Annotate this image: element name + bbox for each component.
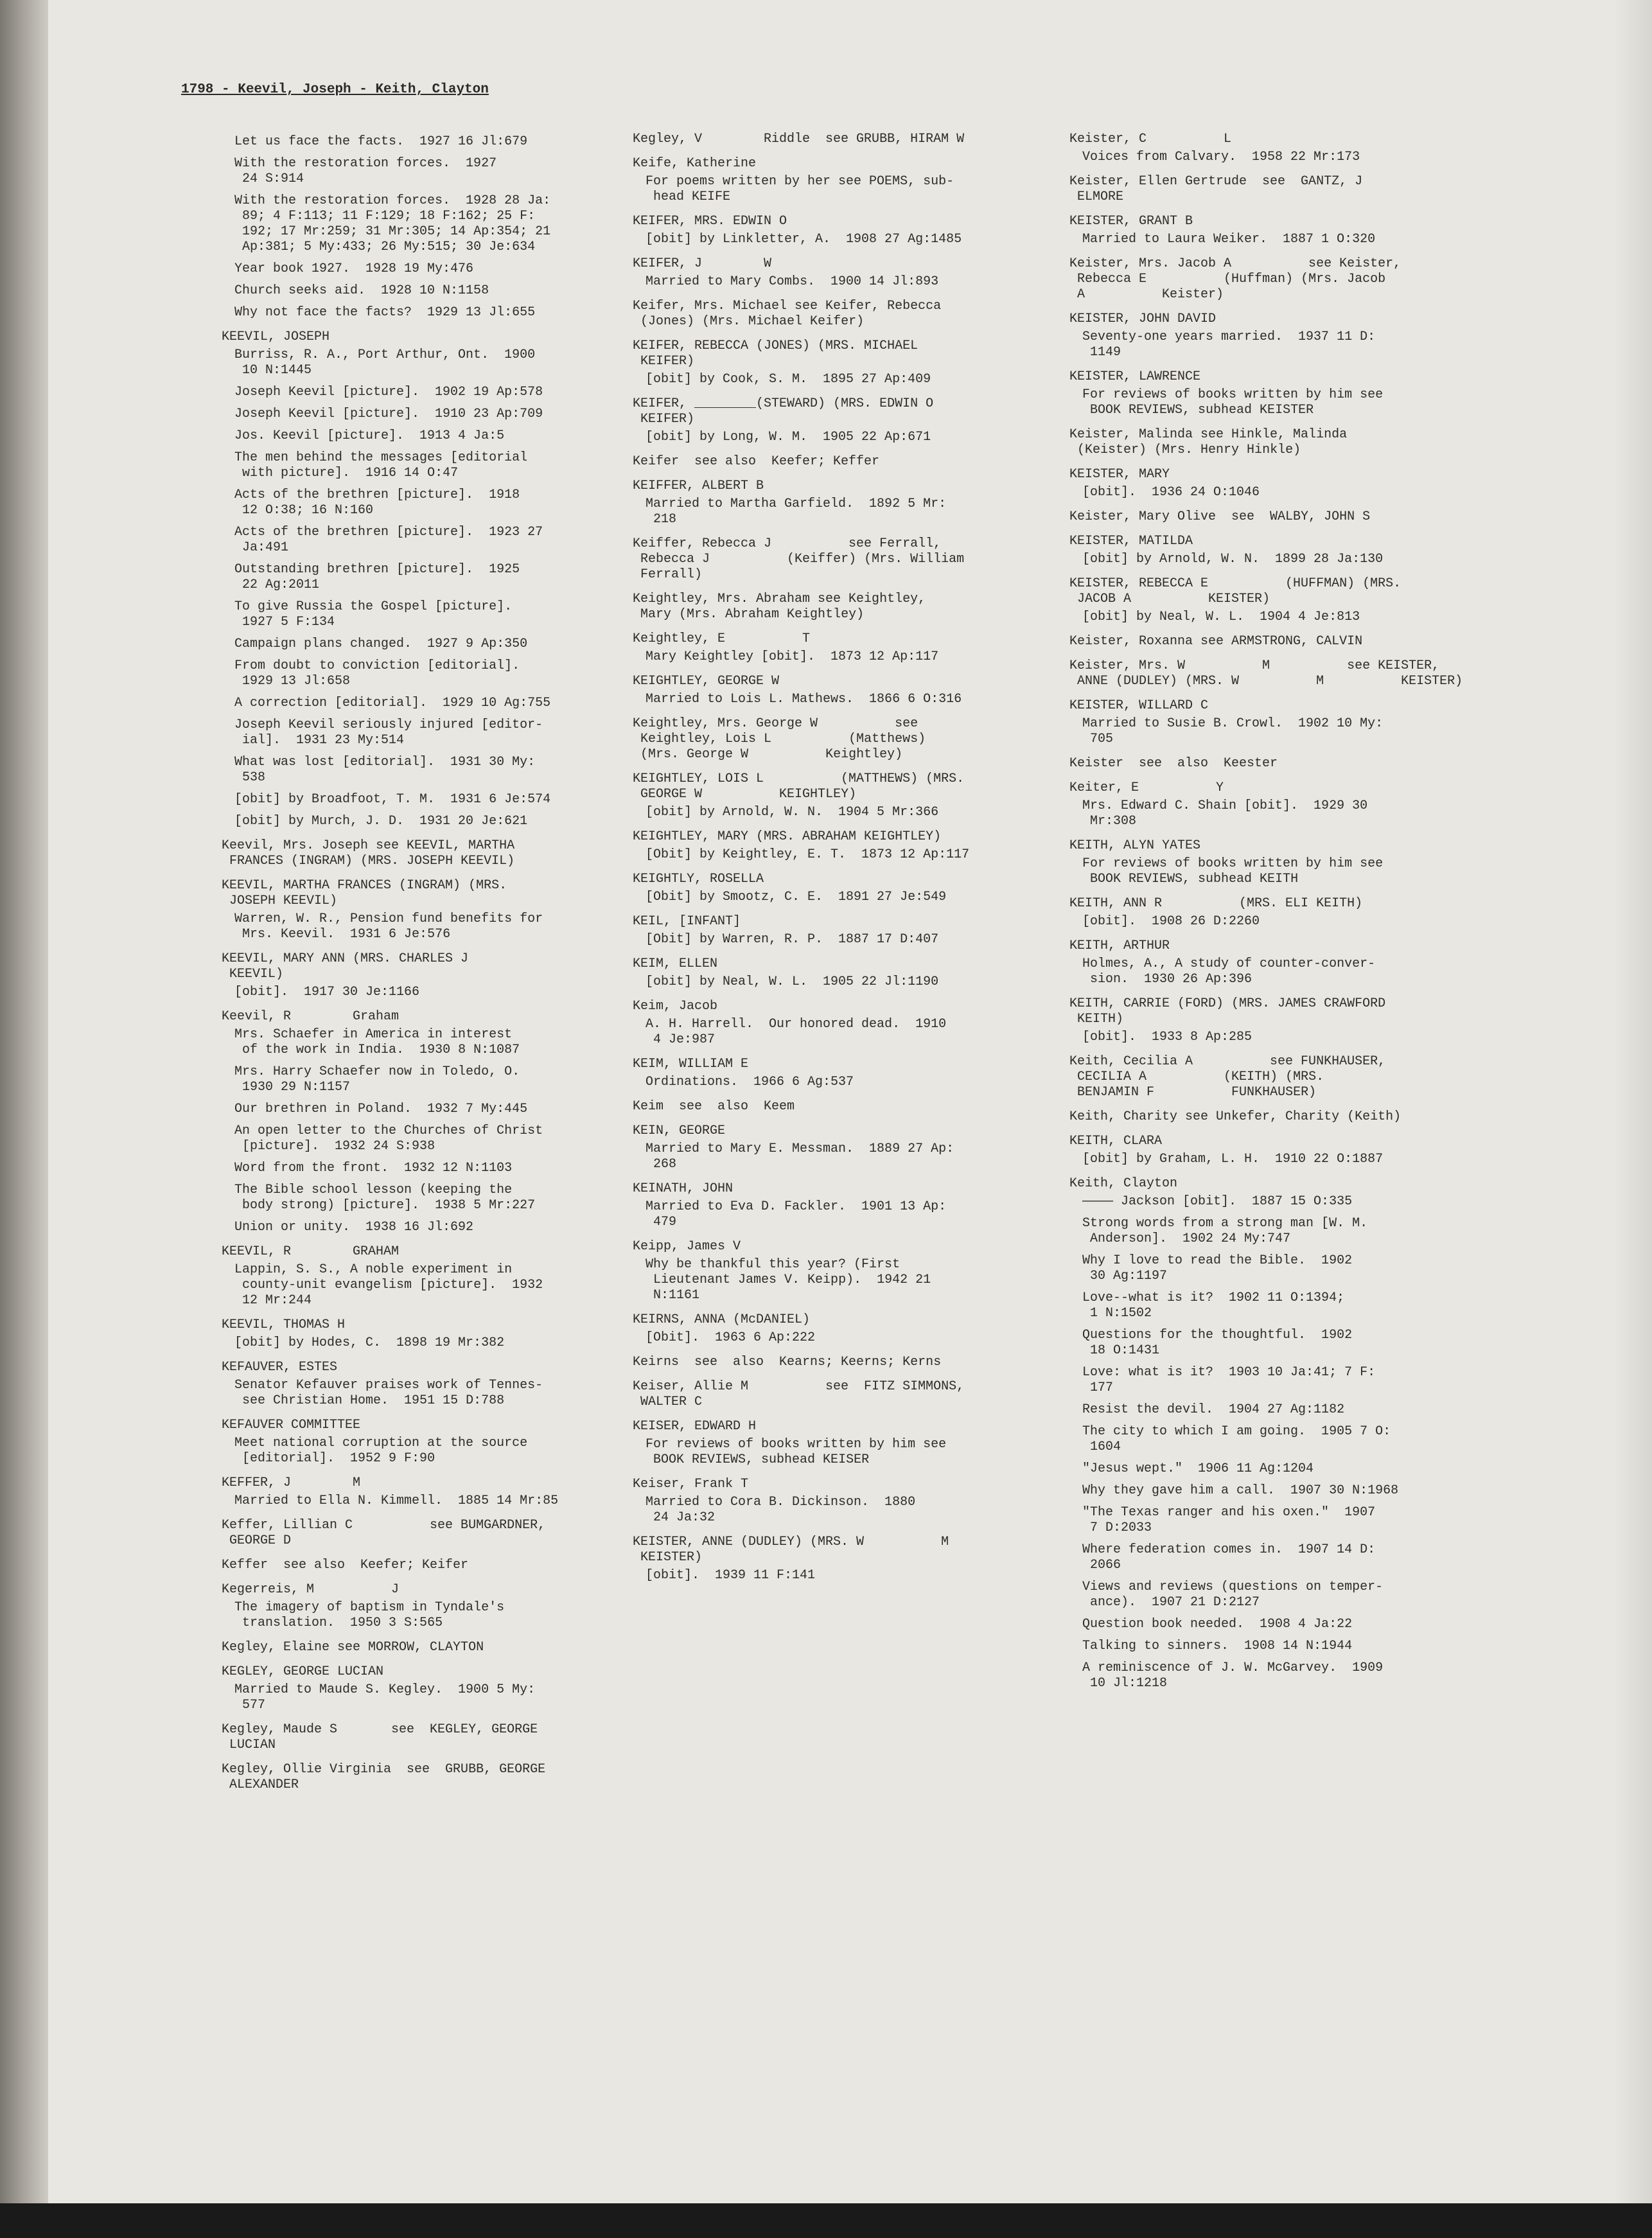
entry-citations: [633, 1330, 1044, 1346]
column-2: [633, 132, 1044, 1592]
entry-heading: KEIFFER, ALBERT B: [633, 479, 764, 493]
index-entry: [1069, 534, 1506, 567]
page-shadow: [1613, 0, 1652, 2203]
entry-heading: Keiter, E Y: [1069, 780, 1224, 795]
page-binding-edge: [0, 0, 48, 2238]
entry-citations: [1069, 330, 1506, 360]
entry-citations: [222, 1027, 588, 1235]
index-entry: [1069, 1176, 1506, 1691]
index-entry: [222, 1476, 588, 1509]
index-entry: [633, 1379, 1044, 1410]
citation: The Bible school lesson (keeping the body strong) [picture]. 1938 5 Mr:227: [234, 1183, 536, 1213]
entry-heading: KEISTER, MARY: [1069, 467, 1170, 482]
index-entry: [1069, 658, 1506, 689]
citation: With the restoration forces. 1928 28 Ja: 89; 4 F:113; 11 F:129; 18 F:162; 25 F: 192; 17 Mr:259; 31 Mr:305; 14 Ap:354; 21 Ap:381; 5 My:433; 26 My:515; 30 Je:634: [234, 193, 551, 254]
index-entry: [633, 829, 1044, 863]
citation: Strong words from a strong man [W. M. Anderson]. 1902 24 My:747: [1082, 1216, 1368, 1246]
index-entry: [222, 1762, 588, 1793]
entry-heading: KEIGHTLEY, MARY (MRS. ABRAHAM KEIGHTLEY): [633, 829, 942, 844]
index-entry: [633, 1239, 1044, 1303]
entry-citations: [1069, 485, 1506, 500]
citation: [obit] by Neal, W. L. 1905 22 Jl:1190: [646, 974, 939, 989]
entry-heading: KEEVIL, THOMAS H: [222, 1317, 346, 1332]
citation: For reviews of books written by him see BOOK REVIEWS, subhead KEISTER: [1082, 387, 1384, 418]
index-entry: [222, 134, 588, 321]
entry-heading: Keith, Clayton: [1069, 1176, 1178, 1191]
entry-citations: [633, 1437, 1044, 1468]
citation: Views and reviews (questions on temper- ance). 1907 21 D:2127: [1082, 1580, 1384, 1610]
citation: Married to Mary E. Messman. 1889 27 Ap: 268: [646, 1141, 954, 1172]
citation: [obit] by Arnold, W. N. 1904 5 Mr:366: [646, 805, 939, 820]
citation: [Obit] by Keightley, E. T. 1873 12 Ap:117: [646, 847, 970, 862]
entry-heading: KEIM, WILLIAM E: [633, 1057, 749, 1071]
index-entry: [633, 1419, 1044, 1468]
citation: Our brethren in Poland. 1932 7 My:445: [234, 1102, 528, 1116]
entry-citations: [1069, 856, 1506, 887]
entry-citations: [1069, 716, 1506, 747]
citation: Seventy-one years married. 1937 11 D: 1149: [1082, 330, 1376, 360]
citation: Lappin, S. S., A noble experiment in county-unit evangelism [picture]. 1932 12 Mr:244: [234, 1262, 543, 1308]
entry-heading: Keister, Roxanna see ARMSTRONG, CALVIN: [1069, 634, 1363, 649]
entry-heading: Keiser, Allie M see FITZ SIMMONS, WALTER C: [633, 1379, 965, 1409]
citation: Church seeks aid. 1928 10 N:1158: [234, 283, 489, 298]
entry-heading: Keife, Katherine: [633, 156, 757, 171]
index-entry: [633, 1312, 1044, 1346]
entry-citations: [222, 1493, 588, 1509]
citation: Married to Martha Garfield. 1892 5 Mr: 218: [646, 497, 947, 527]
entry-heading: KEIGHTLEY, LOIS L (MATTHEWS) (MRS. GEORGE W KEIGHTLEY): [633, 771, 965, 802]
citation: Joseph Keevil [picture]. 1902 19 Ap:578: [234, 385, 543, 400]
index-entry: [633, 1099, 1044, 1115]
entry-citations: [633, 1199, 1044, 1230]
citation: Married to Eva D. Fackler. 1901 13 Ap: 479: [646, 1199, 947, 1229]
index-entry: [1069, 938, 1506, 987]
citation: Union or unity. 1938 16 Jl:692: [234, 1220, 474, 1235]
entry-heading: KEIFER, REBECCA (JONES) (MRS. MICHAEL KEIFER): [633, 339, 918, 369]
entry-heading: Keightley, Mrs. Abraham see Keightley, Mary (Mrs. Abraham Keightley): [633, 592, 926, 622]
index-entry: [633, 674, 1044, 707]
citation: Senator Kefauver praises work of Tennes- see Christian Home. 1951 15 D:788: [234, 1378, 543, 1408]
entry-heading: KEISTER, GRANT B: [1069, 214, 1193, 229]
entry-citations: [633, 649, 1044, 665]
citation: For reviews of books written by him see BOOK REVIEWS, subhead KEISER: [646, 1437, 947, 1467]
entry-heading: Keister see also Keester: [1069, 756, 1278, 771]
citation: [obit] by Arnold, W. N. 1899 28 Ja:130: [1082, 552, 1384, 567]
index-entry: [1069, 838, 1506, 887]
citation: The imagery of baptism in Tyndale's translation. 1950 3 S:565: [234, 1600, 505, 1630]
entry-citations: [633, 974, 1044, 990]
citation: [obit]. 1939 11 F:141: [646, 1568, 816, 1583]
entry-heading: KEISTER, LAWRENCE: [1069, 369, 1201, 384]
entry-heading: Keffer, Lillian C see BUMGARDNER, GEORGE D: [222, 1518, 546, 1548]
entry-heading: Keister, Malinda see Hinkle, Malinda (Keister) (Mrs. Henry Hinkle): [1069, 427, 1348, 457]
entry-heading: Keiser, Frank T: [633, 1477, 749, 1492]
index-entry: [1069, 214, 1506, 247]
citation: With the restoration forces. 1927 24 S:914: [234, 156, 497, 186]
citation: Married to Susie B. Crowl. 1902 10 My: 705: [1082, 716, 1384, 746]
entry-heading: KEISTER, MATILDA: [1069, 534, 1193, 549]
entry-heading: Kegley, V Riddle see GRUBB, HIRAM W: [633, 132, 965, 146]
entry-heading: Keister, Mrs. Jacob A see Keister, Rebecca E (Huffman) (Mrs. Jacob A Keister): [1069, 256, 1402, 302]
entry-heading: Keister, Mrs. W M see KEISTER, ANNE (DUDLEY) (MRS. W M KEISTER): [1069, 658, 1463, 689]
index-entry: [222, 1418, 588, 1467]
citation: [obit] by Murch, J. D. 1931 20 Je:621: [234, 814, 528, 829]
entry-heading: Keifer, Mrs. Michael see Keifer, Rebecca (Jones) (Mrs. Michael Keifer): [633, 299, 942, 329]
entry-heading: Keim see also Keem: [633, 1099, 795, 1114]
index-entry: [633, 1057, 1044, 1090]
citation: [obit] by Broadfoot, T. M. 1931 6 Je:574: [234, 792, 551, 807]
column-1: [222, 132, 588, 1802]
entry-citations: [633, 1075, 1044, 1090]
entry-heading: Keith, Charity see Unkefer, Charity (Keith): [1069, 1109, 1402, 1124]
citation: Why they gave him a call. 1907 30 N:1968: [1082, 1483, 1399, 1498]
index-entry: [222, 1640, 588, 1655]
entry-citations: [222, 348, 588, 829]
citation: To give Russia the Gospel [picture]. 1927 5 F:134: [234, 599, 513, 630]
citation: A correction [editorial]. 1929 10 Ag:755: [234, 696, 551, 710]
citation: Talking to sinners. 1908 14 N:1944: [1082, 1639, 1353, 1653]
entry-heading: KEITH, ANN R (MRS. ELI KEITH): [1069, 896, 1363, 911]
entry-heading: KEEVIL, MARY ANN (MRS. CHARLES J KEEVIL): [222, 951, 469, 982]
citation: [obit] by Linkletter, A. 1908 27 Ag:1485: [646, 232, 962, 247]
index-entry: [1069, 780, 1506, 829]
index-entry: [222, 1009, 588, 1235]
citation: Voices from Calvary. 1958 22 Mr:173: [1082, 150, 1360, 164]
index-entry: [633, 631, 1044, 665]
citation: An open letter to the Churches of Christ [picture]. 1932 24 S:938: [234, 1123, 543, 1154]
citation: Married to Lois L. Mathews. 1866 6 O:316: [646, 692, 962, 707]
citation: Where federation comes in. 1907 14 D: 2066: [1082, 1542, 1376, 1573]
entry-citations: [222, 912, 588, 942]
entry-heading: Keifer see also Keefer; Keffer: [633, 454, 880, 469]
index-entry: [222, 1244, 588, 1308]
entry-citations: [1069, 798, 1506, 829]
index-entry: [633, 999, 1044, 1048]
citation: Love: what is it? 1903 10 Ja:41; 7 F: 177: [1082, 1365, 1376, 1395]
citation: Year book 1927. 1928 19 My:476: [234, 261, 474, 276]
index-entry: [633, 872, 1044, 905]
entry-citations: [633, 890, 1044, 905]
citation: [obit]. 1933 8 Ap:285: [1082, 1030, 1252, 1044]
citation: Mary Keightley [obit]. 1873 12 Ap:117: [646, 649, 939, 664]
entry-heading: Keister, Ellen Gertrude see GANTZ, J ELMORE: [1069, 174, 1363, 204]
entry-citations: [633, 847, 1044, 863]
index-entry: [633, 132, 1044, 147]
entry-citations: [222, 1600, 588, 1631]
entry-heading: Keiffer, Rebecca J see Ferrall, Rebecca J (Keiffer) (Mrs. William Ferrall): [633, 536, 965, 582]
index-entry: [633, 716, 1044, 762]
index-entry: [222, 1664, 588, 1713]
citation: ———— Jackson [obit]. 1887 15 O:335: [1082, 1194, 1353, 1209]
citation: Resist the devil. 1904 27 Ag:1182: [1082, 1402, 1345, 1417]
entry-heading: KEIM, ELLEN: [633, 956, 718, 971]
index-entry: [633, 1123, 1044, 1172]
entry-citations: [633, 1257, 1044, 1303]
entry-heading: KEIGHTLEY, GEORGE W: [633, 674, 780, 689]
citation: Acts of the brethren [picture]. 1923 27 Ja:491: [234, 525, 543, 555]
entry-citations: [1069, 232, 1506, 247]
citation: Why be thankful this year? (First Lieutenant James V. Keipp). 1942 21 N:1161: [646, 1257, 931, 1303]
index-entry: [1069, 467, 1506, 500]
citation: Joseph Keevil [picture]. 1910 23 Ap:709: [234, 407, 543, 421]
citation: Word from the front. 1932 12 N:1103: [234, 1161, 513, 1176]
index-entry: [222, 838, 588, 869]
citation: Married to Ella N. Kimmell. 1885 14 Mr:85: [234, 1493, 559, 1508]
citation: [Obit] by Smootz, C. E. 1891 27 Je:549: [646, 890, 947, 904]
entry-citations: [633, 1568, 1044, 1583]
index-entry: [222, 878, 588, 942]
citation: Question book needed. 1908 4 Ja:22: [1082, 1617, 1353, 1632]
entry-citations: [222, 1682, 588, 1713]
entry-heading: KEFFER, J M: [222, 1476, 361, 1490]
entry-heading: KEEVIL, JOSEPH: [222, 330, 330, 344]
entry-heading: KEIL, [INFANT]: [633, 914, 741, 929]
entry-heading: Keipp, James V: [633, 1239, 741, 1254]
index-entry: [633, 771, 1044, 820]
entry-citations: [222, 1378, 588, 1409]
citation: [obit]. 1917 30 Je:1166: [234, 985, 420, 1000]
index-entry: [222, 951, 588, 1000]
entry-heading: KEISTER, JOHN DAVID: [1069, 312, 1217, 326]
entry-citations: [633, 430, 1044, 445]
index-entry: [1069, 369, 1506, 418]
entry-heading: KEISTER, WILLARD C: [1069, 698, 1209, 713]
citation: [obit] by Long, W. M. 1905 22 Ap:671: [646, 430, 931, 445]
citation: [obit]. 1908 26 D:2260: [1082, 914, 1260, 929]
entry-heading: Kegley, Maude S see KEGLEY, GEORGE LUCIAN: [222, 1722, 538, 1752]
entry-citations: [222, 134, 588, 321]
entry-heading: Keightley, Mrs. George W see Keightley, Lois L (Matthews) (Mrs. George W Keightley): [633, 716, 926, 762]
entry-heading: KEITH, CARRIE (FORD) (MRS. JAMES CRAWFORD KEITH): [1069, 996, 1386, 1026]
page-header: 1798 - Keevil, Joseph - Keith, Clayton: [181, 82, 489, 97]
citation: A. H. Harrell. Our honored dead. 1910 4 Je:987: [646, 1017, 947, 1047]
index-entry: [222, 1518, 588, 1549]
index-entry: [1069, 576, 1506, 625]
entry-heading: Keevil, Mrs. Joseph see KEEVIL, MARTHA FRANCES (INGRAM) (MRS. JOSEPH KEEVIL): [222, 838, 515, 868]
entry-heading: Keirns see also Kearns; Keerns; Kerns: [633, 1355, 942, 1370]
citation: Married to Mary Combs. 1900 14 Jl:893: [646, 274, 939, 289]
index-entry: [633, 914, 1044, 947]
index-entry: [1069, 1109, 1506, 1125]
entry-heading: KEIGHTLY, ROSELLA: [633, 872, 764, 886]
citation: Mrs. Schaefer in America in interest of the work in India. 1930 8 N:1087: [234, 1027, 520, 1057]
entry-citations: [633, 692, 1044, 707]
citation: [Obit]. 1963 6 Ap:222: [646, 1330, 816, 1345]
citation: Ordinations. 1966 6 Ag:537: [646, 1075, 854, 1089]
index-entry: [1069, 896, 1506, 930]
entry-citations: [633, 174, 1044, 205]
index-entry: [222, 1317, 588, 1351]
entry-heading: Keffer see also Keefer; Keifer: [222, 1558, 469, 1573]
citation: Married to Maude S. Kegley. 1900 5 My: 577: [234, 1682, 536, 1713]
entry-heading: KEGLEY, GEORGE LUCIAN: [222, 1664, 384, 1679]
entry-heading: Keim, Jacob: [633, 999, 718, 1014]
citation: A reminiscence of J. W. McGarvey. 1909 10 Jl:1218: [1082, 1661, 1384, 1691]
entry-citations: [1069, 914, 1506, 930]
entry-heading: Kegerreis, M J: [222, 1582, 400, 1597]
entry-citations: [633, 1017, 1044, 1048]
index-entry: [1069, 427, 1506, 458]
citation: Married to Cora B. Dickinson. 1880 24 Ja:32: [646, 1495, 916, 1525]
entry-heading: Kegley, Elaine see MORROW, CLAYTON: [222, 1640, 484, 1655]
index-entry: [633, 1477, 1044, 1526]
citation: Jos. Keevil [picture]. 1913 4 Ja:5: [234, 428, 505, 443]
index-entry: [222, 1360, 588, 1409]
index-entry: [633, 256, 1044, 290]
entry-heading: KEFAUVER, ESTES: [222, 1360, 338, 1375]
index-entry: [1069, 996, 1506, 1045]
index-entry: [222, 1722, 588, 1753]
entry-heading: Keith, Cecilia A see FUNKHAUSER, CECILIA A (KEITH) (MRS. BENJAMIN F FUNKHAUSER): [1069, 1054, 1386, 1100]
index-entry: [633, 214, 1044, 247]
citation: Mrs. Edward C. Shain [obit]. 1929 30 Mr:308: [1082, 798, 1368, 829]
citation: Questions for the thoughtful. 1902 18 O:1431: [1082, 1328, 1353, 1358]
entry-heading: KEIN, GEORGE: [633, 1123, 726, 1138]
citation: Campaign plans changed. 1927 9 Ap:350: [234, 637, 528, 651]
index-entry: [222, 330, 588, 829]
index-entry: [222, 1558, 588, 1573]
index-entry: [1069, 634, 1506, 649]
entry-heading: Keister, Mary Olive see WALBY, JOHN S: [1069, 509, 1371, 524]
entry-citations: [222, 1335, 588, 1351]
entry-heading: KEFAUVER COMMITTEE: [222, 1418, 361, 1432]
entry-citations: [633, 1141, 1044, 1172]
entry-citations: [633, 497, 1044, 527]
index-entry: [633, 299, 1044, 330]
citation: [obit]. 1936 24 O:1046: [1082, 485, 1260, 500]
index-entry: [633, 339, 1044, 387]
citation: Outstanding brethren [picture]. 1925 22 Ag:2011: [234, 562, 520, 592]
entry-citations: [633, 372, 1044, 387]
entry-citations: [222, 985, 588, 1000]
citation: What was lost [editorial]. 1931 30 My: 538: [234, 755, 536, 785]
entry-heading: KEEVIL, MARTHA FRANCES (INGRAM) (MRS. JOSEPH KEEVIL): [222, 878, 507, 908]
citation: Married to Laura Weiker. 1887 1 O:320: [1082, 232, 1376, 247]
entry-heading: KEISTER, REBECCA E (HUFFMAN) (MRS. JACOB A KEISTER): [1069, 576, 1402, 606]
citation: Holmes, A., A study of counter-conver- sion. 1930 26 Ap:396: [1082, 956, 1376, 987]
citation: [obit] by Hodes, C. 1898 19 Mr:382: [234, 1335, 505, 1350]
entry-citations: [1069, 552, 1506, 567]
entry-heading: KEIFER, J W: [633, 256, 772, 271]
citation: Meet national corruption at the source [editorial]. 1952 9 F:90: [234, 1436, 528, 1466]
index-entry: [633, 454, 1044, 470]
citation: [obit] by Neal, W. L. 1904 4 Je:813: [1082, 610, 1360, 624]
index-entry: [633, 536, 1044, 583]
entry-citations: [1069, 956, 1506, 987]
index-entry: [1069, 756, 1506, 771]
entry-heading: KEINATH, JOHN: [633, 1181, 734, 1196]
entry-citations: [1069, 1030, 1506, 1045]
index-entry: [1069, 1134, 1506, 1167]
entry-citations: [1069, 150, 1506, 165]
entry-citations: [222, 1436, 588, 1467]
citation: The city to which I am going. 1905 7 O: 1604: [1082, 1424, 1391, 1454]
entry-citations: [633, 1495, 1044, 1526]
index-entry: [1069, 509, 1506, 525]
citation: Why not face the facts? 1929 13 Jl:655: [234, 305, 536, 320]
entry-citations: [222, 1262, 588, 1308]
citation: For poems written by her see POEMS, sub- head KEIFE: [646, 174, 954, 204]
entry-citations: [1069, 1152, 1506, 1167]
entry-heading: Kegley, Ollie Virginia see GRUBB, GEORGE ALEXANDER: [222, 1762, 546, 1792]
index-entry: [633, 956, 1044, 990]
citation: "The Texas ranger and his oxen." 1907 7 D:2033: [1082, 1505, 1376, 1535]
citation: [obit] by Graham, L. H. 1910 22 O:1887: [1082, 1152, 1384, 1167]
entry-heading: KEITH, ARTHUR: [1069, 938, 1170, 953]
index-entry: [633, 592, 1044, 622]
index-entry: [222, 1582, 588, 1631]
entry-heading: Keightley, E T: [633, 631, 811, 646]
entry-heading: KEISER, EDWARD H: [633, 1419, 757, 1434]
index-entry: [1069, 174, 1506, 205]
scanner-border: [0, 2203, 1652, 2238]
entry-heading: KEITH, ALYN YATES: [1069, 838, 1201, 853]
entry-heading: KEIRNS, ANNA (McDANIEL): [633, 1312, 811, 1327]
entry-heading: KEEVIL, R GRAHAM: [222, 1244, 400, 1259]
index-entry: [633, 479, 1044, 527]
citation: Mrs. Harry Schaefer now in Toledo, O. 1930 29 N:1157: [234, 1064, 520, 1095]
citation: Burriss, R. A., Port Arthur, Ont. 1900 10 N:1445: [234, 348, 536, 378]
index-entry: [633, 1355, 1044, 1370]
citation: Joseph Keevil seriously injured [editor- ial]. 1931 23 My:514: [234, 718, 543, 748]
index-entry: [633, 1535, 1044, 1583]
citation: "Jesus wept." 1906 11 Ag:1204: [1082, 1461, 1314, 1476]
citation: Acts of the brethren [picture]. 1918 12 O:38; 16 N:160: [234, 488, 520, 518]
index-entry: [1069, 132, 1506, 165]
index-entry: [1069, 1054, 1506, 1100]
entry-citations: [633, 232, 1044, 247]
column-3: [1069, 132, 1506, 1700]
index-entry: [633, 156, 1044, 205]
entry-heading: KEISTER, ANNE (DUDLEY) (MRS. W M KEISTER): [633, 1535, 949, 1565]
entry-heading: KEITH, CLARA: [1069, 1134, 1163, 1149]
citation: The men behind the messages [editorial with picture]. 1916 14 O:47: [234, 450, 528, 480]
index-entry: [633, 1181, 1044, 1230]
citation: [Obit] by Warren, R. P. 1887 17 D:407: [646, 932, 939, 947]
citation: From doubt to conviction [editorial]. 1929 13 Jl:658: [234, 658, 520, 689]
citation: [obit] by Cook, S. M. 1895 27 Ap:409: [646, 372, 931, 387]
entry-citations: [1069, 387, 1506, 418]
index-entry: [1069, 698, 1506, 747]
entry-citations: [633, 805, 1044, 820]
entry-citations: [1069, 1194, 1506, 1691]
entry-citations: [633, 274, 1044, 290]
index-entry: [1069, 312, 1506, 360]
citation: For reviews of books written by him see BOOK REVIEWS, subhead KEITH: [1082, 856, 1384, 886]
index-entry: [633, 396, 1044, 445]
entry-heading: Keevil, R Graham: [222, 1009, 400, 1024]
entry-citations: [1069, 610, 1506, 625]
entry-heading: KEIFER, ________(STEWARD) (MRS. EDWIN O KEIFER): [633, 396, 934, 427]
entry-heading: Keister, C L: [1069, 132, 1232, 146]
entry-citations: [633, 932, 1044, 947]
index-entry: [1069, 256, 1506, 303]
citation: Warren, W. R., Pension fund benefits for Mrs. Keevil. 1931 6 Je:576: [234, 912, 543, 942]
citation: Why I love to read the Bible. 1902 30 Ag:1197: [1082, 1253, 1353, 1283]
entry-heading: KEIFER, MRS. EDWIN O: [633, 214, 787, 229]
citation: Let us face the facts. 1927 16 Jl:679: [234, 134, 528, 149]
citation: Love--what is it? 1902 11 O:1394; 1 N:1502: [1082, 1291, 1345, 1321]
